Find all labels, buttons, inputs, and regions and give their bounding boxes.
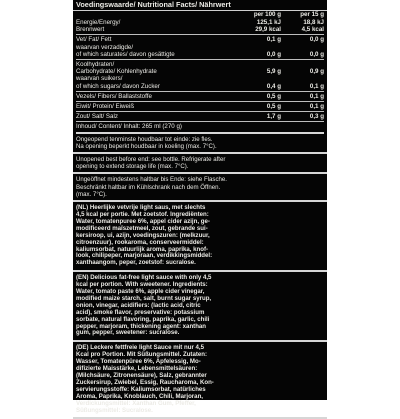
ingredient-paragraphs — [73, 202, 327, 419]
nutrient-name-line: Energie/Energy/ — [76, 19, 121, 26]
ingredients-line: acid), smoke flavor, preservative: potassium — [76, 308, 205, 316]
ingredients-line: kcal per portion. With sweetener. Ingredients: — [76, 281, 208, 289]
nutrient-name-line: of which saturates/ davon gesättigte — [76, 50, 175, 58]
ingredients-line: Süßungsmittel: Sucralose. — [76, 406, 153, 414]
ingredients-line: servierungsstoffe: Kaliumsorbat, natürliches — [76, 385, 206, 393]
nutrition-header — [73, 0, 327, 11]
ingredients-line: Water, tomatenpuree 6%, appel cider azijn, ge- — [76, 217, 210, 225]
nutrition-row — [76, 18, 324, 35]
ingredients-line: pepper, marjoram, thickening agent: xanthan — [76, 322, 207, 330]
ingredients-line: xanthaangom, peper, zoetstof: sucralose. — [76, 259, 196, 267]
nutrition-row — [76, 112, 324, 122]
ingredients-line: citroenzuur), rookaroma, conserveermiddel: — [76, 238, 204, 246]
ingredients-line: look, chilipeper, marjoraan, verdikkingsmiddel: — [76, 252, 213, 260]
value-per-100g: 125,1 kJ 29,9 kcal — [255, 19, 281, 34]
storage-note-line: Ungeöffnet mindestens haltbar bis Ende: siehe Flasche. — [76, 176, 227, 184]
ingredients-line: modificeerd maïszetmeel, zout, gebrande sui- — [76, 224, 208, 232]
storage-note-line: Unopened best before end: see bottle. Refrigerate after — [76, 156, 226, 164]
value-per-15g: 0,1 g — [309, 103, 324, 111]
ingredients-line: kaliumsorbat, natuurlijk aroma, paprika, knof- — [76, 245, 209, 253]
nutrition-row — [76, 35, 324, 60]
ingredients-line: Water, tomato paste 6%, apple cider vinegar, — [76, 288, 205, 296]
value-per-100g: 0,5 g — [266, 103, 281, 111]
value-per-100g: 5,9 g 0,4 g — [266, 68, 281, 90]
nutrition-rows — [73, 18, 327, 134]
nutrient-name — [76, 123, 235, 130]
nutrition-row — [76, 60, 324, 92]
per-100g-heading: per 100 g — [253, 11, 281, 18]
nutrient-name — [76, 93, 235, 100]
nutrient-name — [76, 36, 235, 58]
value-per-15g: 0,3 g — [309, 113, 324, 121]
storage-note-line: Beschränkt haltbar im Kühlschrank nach dem Öffnen. — [76, 183, 221, 191]
nutrient-name-line: waarvan verzadigde/ — [76, 43, 134, 51]
storage-note-line: Ongeopend tenminste houdbaar tot einde: zie fles. — [76, 135, 213, 143]
storage-note-line: Na opening beperkt houdbaar in koeling (max. 7°C). — [76, 142, 217, 150]
nutrient-name-line: Brennwert — [76, 26, 105, 34]
nutrient-name-line: Eiwit/ Protein/ Eiweiß — [76, 103, 135, 111]
nutrient-name-line: Koolhydraten/ — [76, 61, 115, 69]
ingredients-line: (DE) Leckere fettfreie light Sauce mit nur 4,5 — [76, 344, 205, 352]
per-15g-heading: per 15 g — [300, 11, 324, 18]
ingredients-line: sorbate, natural flavoring, paprika, garlic, chili — [76, 315, 210, 323]
value-per-15g: 0,9 g 0,1 g — [309, 68, 324, 90]
value-per-100g: 0,5 g — [266, 92, 281, 100]
nutrient-name — [76, 61, 235, 90]
nutrition-subheader — [73, 11, 327, 18]
nutrition-row — [76, 92, 324, 102]
value-per-15g: 18,8 kJ 4,5 kcal — [301, 19, 324, 34]
nutrient-name — [76, 19, 235, 33]
ingredients-paragraph — [73, 202, 327, 272]
ingredients-line: Verdickungsmittel: Xanthan Gum, Pfeffer, — [76, 399, 196, 407]
nutrient-name — [76, 113, 235, 120]
storage-notes — [73, 134, 327, 202]
ingredients-line: 4,5 kcal per portie. Met zoetstof. Ingrediënten: — [76, 210, 209, 218]
ingredients-line: Kcal pro Portion. Mit Süßungsmittel. Zutaten: — [76, 351, 208, 359]
nutrient-name-line: Vet/ Fat/ Fett — [76, 36, 112, 44]
storage-note-line: (max. 7°C). — [76, 190, 107, 198]
storage-note-line: opening to extend storage life (max. 7°C). — [76, 163, 189, 171]
ingredients-line: Aroma, Paprika, Knoblauch, Chili, Marjoran, — [76, 392, 203, 400]
storage-note — [73, 134, 327, 154]
ingredients-line: Zuckersirup, Zwiebel, Essig, Raucharoma, Kon- — [76, 378, 214, 386]
ingredients-paragraph — [73, 342, 327, 419]
nutrient-name-line: Carbohydrate/ Kohlenhydrate — [76, 68, 157, 76]
ingredients-line: modified maize starch, salt, burnt sugar syrup, — [76, 294, 212, 302]
nutrient-name-line: Vezels/ Fibers/ Ballaststoffe — [76, 92, 152, 100]
value-per-15g: 0,1 g — [309, 92, 324, 100]
nutrient-name-line: of which sugars/ davon Zucker — [76, 82, 160, 90]
nutrient-name-line: Zout/ Salt/ Salz — [76, 113, 118, 121]
storage-note — [73, 154, 327, 174]
nutrition-row — [76, 122, 324, 133]
ingredients-line: (Milchsäure, Zitronensäure), Salz, gebrannter — [76, 372, 207, 379]
value-per-100g: 0,1 g 0,0 g — [266, 36, 281, 58]
ingredients-line: difizierte Maisstärke, Lebensmittelsäuren: — [76, 365, 198, 373]
nutrition-row — [76, 102, 324, 112]
nutrition-label — [73, 0, 327, 414]
ingredients-line: kersiroop, ui, azijn, voedingszuren: (melkzuur, — [76, 231, 210, 239]
ingredients-line: (EN) Delicious fat-free light sauce with only 4,5 — [76, 274, 212, 282]
ingredients-paragraph — [73, 272, 327, 342]
ingredients-line: onion, vinegar, acidifiers: (lactic acid, citric — [76, 301, 201, 309]
value-per-100g: 1,7 g — [266, 113, 281, 121]
nutrient-name-line: Inhoud/ Content/ Inhalt: 265 ml (270 g) — [76, 123, 182, 131]
ingredients-line: Wasser, Tomatenpüree 6%, Apfelessig, Mo- — [76, 358, 201, 366]
nutrition-title: Voedingswaarde/ Nutritional Facts/ Nährwert — [76, 0, 231, 9]
ingredients-line: gum, pepper, sweetener: sucralose. — [76, 329, 180, 337]
nutrient-name-line: waarvan suikers/ — [76, 75, 123, 83]
value-per-15g: 0,0 g 0,0 g — [309, 36, 324, 58]
storage-note — [73, 174, 327, 202]
ingredients-line: (NL) Heerlijke vetvrije light saus, met slechts — [76, 204, 206, 212]
nutrient-name — [76, 103, 235, 110]
